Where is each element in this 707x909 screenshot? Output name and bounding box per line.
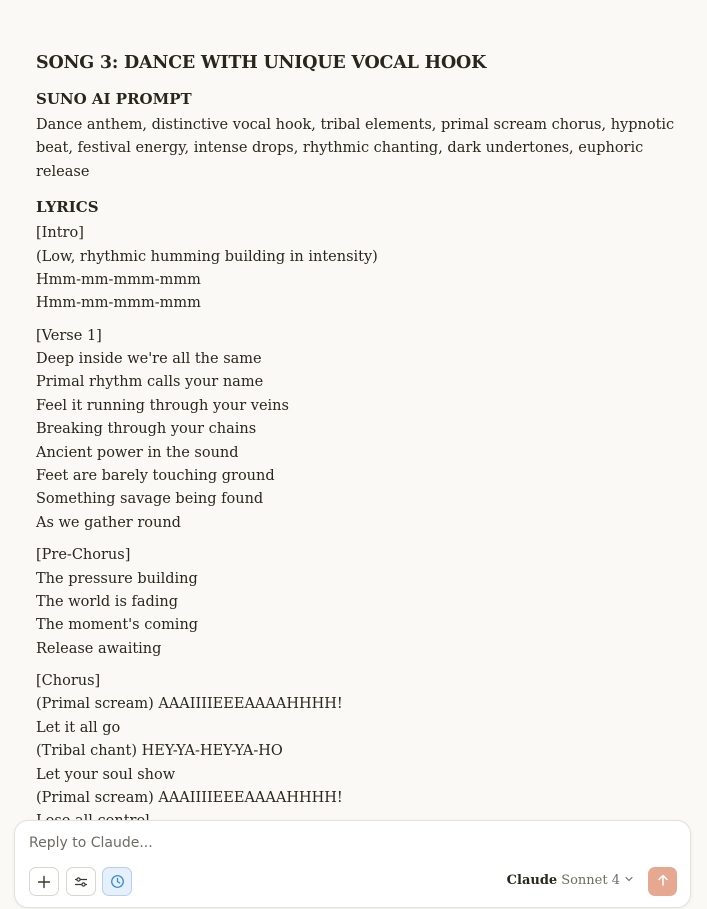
lyric-line: [Verse 1] — [36, 327, 102, 344]
arrow-up-icon — [656, 873, 670, 890]
lyric-line: Feel it running through your veins — [36, 397, 289, 414]
lyric-line: Ancient power in the sound — [36, 444, 239, 461]
reply-input[interactable] — [29, 835, 669, 851]
lyric-line: Let your soul show — [36, 766, 176, 783]
add-button[interactable] — [29, 867, 59, 896]
lyric-line: Feet are barely touching ground — [36, 468, 275, 485]
lyric-line: Release awaiting — [36, 640, 162, 657]
model-selector[interactable] — [507, 873, 634, 888]
lyrics-intro — [36, 222, 676, 316]
model-brand: Claude — [506, 873, 558, 888]
plus-icon — [37, 875, 51, 889]
lyric-line: The world is fading — [36, 593, 179, 610]
model-version: Sonnet 4 — [561, 873, 620, 888]
lyric-line: (Low, rhythmic humming building in intensity) — [36, 248, 378, 265]
clock-icon — [110, 874, 125, 889]
lyric-line: [Pre-Chorus] — [36, 547, 131, 564]
lyric-line: [Chorus] — [36, 672, 101, 689]
lyric-line: [Intro] — [36, 225, 84, 242]
lyric-line: Deep inside we're all the same — [36, 351, 262, 368]
prompt-heading: SUNO AI PROMPT — [36, 90, 192, 108]
lyric-line: (Primal scream) AAAIIIIEEEAAAAHHHH! — [36, 789, 343, 806]
lyrics-pre-chorus — [36, 544, 676, 661]
lyric-line: As we gather round — [36, 514, 181, 531]
lyric-line: Something savage being found — [36, 491, 264, 508]
lyrics-chorus — [36, 670, 676, 834]
send-button[interactable] — [648, 867, 677, 896]
research-button[interactable] — [102, 867, 132, 896]
lyric-line: Let it all go — [36, 719, 121, 736]
reply-composer — [14, 820, 691, 908]
lyrics-heading: LYRICS — [36, 198, 99, 217]
lyric-line: Breaking through your chains — [36, 421, 257, 438]
prompt-text: Dance anthem, distinctive vocal hook, tribal elements, primal scream chorus, hypnotic beat, festival energy, intense drops, rhythmic chanting, dark undertones, euphoric release — [36, 117, 675, 180]
lyric-line: Hmm-mm-mmm-mmm — [36, 295, 201, 312]
lyric-line: (Primal scream) AAAIIIIEEEAAAAHHHH! — [36, 696, 343, 713]
song-title: SONG 3: DANCE WITH UNIQUE VOCAL HOOK — [36, 53, 487, 73]
lyric-line: (Tribal chant) HEY-YA-HEY-YA-HO — [36, 743, 283, 760]
sliders-icon — [74, 875, 88, 889]
lyric-line: Primal rhythm calls your name — [36, 374, 264, 391]
lyrics-verse-1 — [36, 325, 676, 536]
lyric-line: The moment's coming — [36, 617, 199, 634]
chevron-down-icon — [624, 873, 634, 888]
lyric-line: Hmm-mm-mmm-mmm — [36, 272, 201, 289]
assistant-message — [36, 50, 676, 843]
lyric-line: The pressure building — [36, 570, 198, 587]
tools-button[interactable] — [66, 867, 96, 896]
